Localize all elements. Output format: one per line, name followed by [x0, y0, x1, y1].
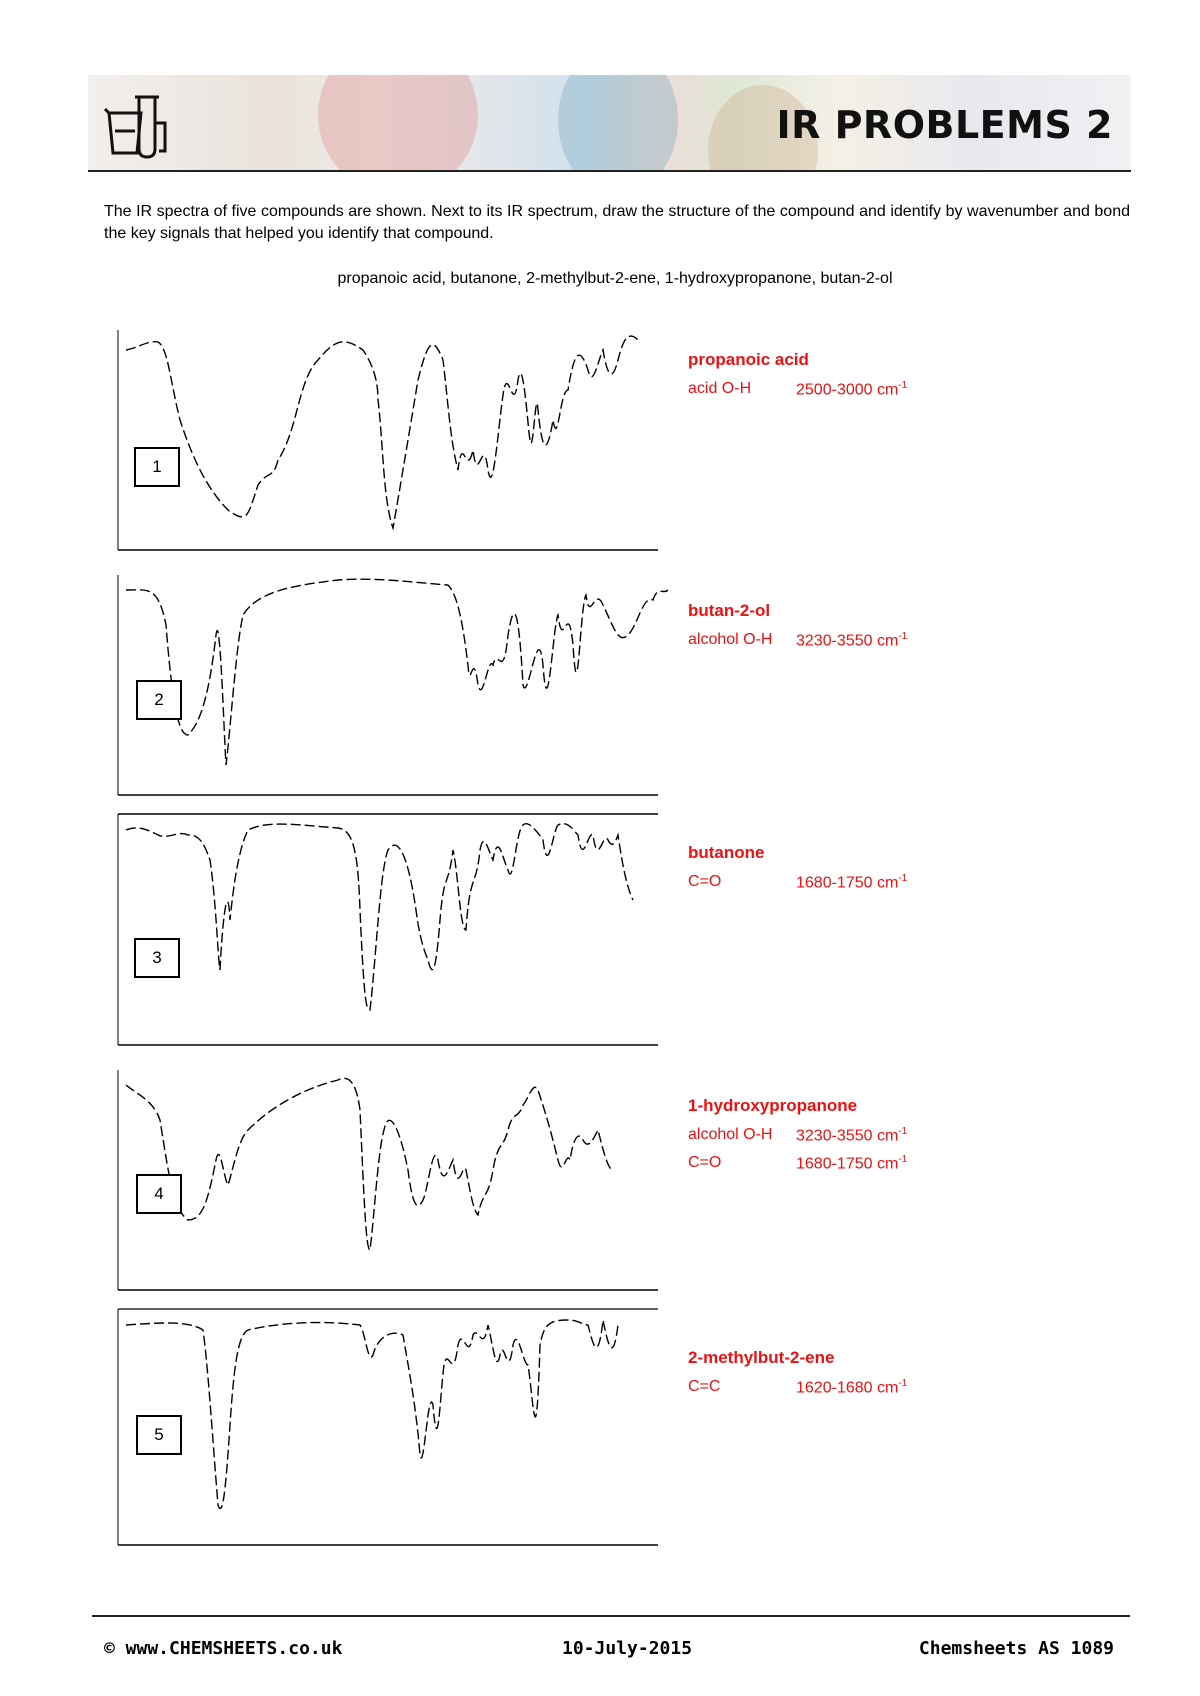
- signal-range: 3230-3550 $cm^{-1}$: [796, 1126, 908, 1145]
- spectrum-number-box: 2: [136, 680, 182, 720]
- signal-range: 1680-1750 $cm^{-1}$: [796, 873, 908, 892]
- lab-glassware-icon: [103, 87, 173, 159]
- signal-row: [688, 1126, 1028, 1145]
- signal-bond: alcohol O-H: [688, 631, 773, 648]
- signal-row: [688, 1154, 1028, 1173]
- signal-bond: acid O-H: [688, 380, 752, 397]
- signal-bond: alcohol O-H: [688, 1126, 773, 1143]
- compound-name: butanone: [688, 843, 765, 862]
- footer-date: 10-July-2015: [562, 1638, 693, 1659]
- signal-range: 1620-1680 $cm^{-1}$: [796, 1378, 908, 1397]
- footer-website: © www.CHEMSHEETS.co.uk: [104, 1638, 343, 1659]
- spectrum-number-box: 3: [134, 938, 180, 978]
- spectrum-number-box: 5: [136, 1415, 182, 1455]
- page-title: IR PROBLEMS 2: [776, 103, 1113, 147]
- answer-block-4: [688, 1096, 1028, 1183]
- signal-bond: C=O: [688, 873, 722, 890]
- ir-spectrum-3: [98, 810, 668, 1055]
- signal-row: [688, 1378, 1028, 1397]
- spectrum-number-box: 4: [136, 1174, 182, 1214]
- answer-block-2: [688, 601, 1028, 659]
- signal-row: [688, 873, 1028, 892]
- ir-spectrum-1: [98, 320, 668, 560]
- answer-block-1: [688, 350, 1028, 408]
- signal-bond: C=C: [688, 1378, 721, 1395]
- banner-decoration: [318, 75, 478, 172]
- signal-range: 1680-1750 $cm^{-1}$: [796, 1154, 908, 1173]
- compound-name: 2-methylbut-2-ene: [688, 1348, 835, 1367]
- header-banner: [88, 75, 1131, 172]
- answer-block-3: [688, 843, 1028, 901]
- signal-range: 2500-3000 $cm^{-1}$: [796, 380, 908, 399]
- answer-block-5: [688, 1348, 1028, 1406]
- signal-bond: C=O: [688, 1154, 722, 1172]
- footer-rule: [92, 1615, 1130, 1617]
- compound-name: 1-hydroxypropanone: [688, 1096, 858, 1115]
- ir-spectrum-5: [98, 1305, 668, 1555]
- compound-list: propanoic acid, butanone, 2-methylbut-2-ene, 1-hydroxypropanone, butan-2-ol: [337, 270, 893, 287]
- banner-decoration: [558, 75, 678, 172]
- ir-spectrum-2: [98, 565, 668, 805]
- signal-row: [688, 380, 1028, 399]
- footer-reference: Chemsheets AS 1089: [918, 1638, 1114, 1659]
- compound-name: butan-2-ol: [688, 601, 771, 620]
- signal-range: 3230-3550 $cm^{-1}$: [796, 631, 908, 650]
- spectrum-number-box: 1: [134, 447, 180, 487]
- instructions: The IR spectra of five compounds are shown. Next to its IR spectrum, draw the structure of the compound and identify by wavenumber and bond the key signals that helped you identify that compound.: [104, 203, 1130, 242]
- signal-row: [688, 631, 1028, 650]
- compound-name: propanoic acid: [688, 350, 809, 369]
- ir-spectrum-4: [98, 1060, 668, 1300]
